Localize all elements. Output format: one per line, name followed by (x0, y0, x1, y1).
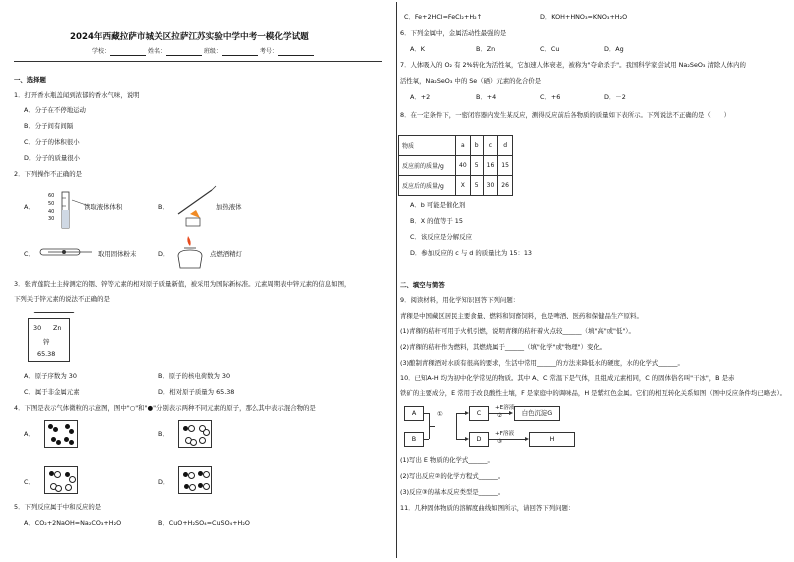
atomic-number: 30 (33, 324, 42, 332)
q3-stem-line2: 下列关于锌元素的说法不正确的是 (14, 295, 110, 303)
reaction-mark-3: ③ (497, 439, 503, 445)
school-label: 学校： (92, 48, 111, 55)
q7-stem-line1: 7．人体吸入的 O₂ 有 2%转化为活性氧，它加速人体衰老，被称为"夺命杀手"。我国科学家尝试用 Na₂SeO₃ 清除人体内的 (400, 61, 746, 69)
q4-option-c-label[interactable]: C． (24, 478, 35, 486)
q8-stem: 8．在一定条件下，一密闭容器内发生某反应，测得反应前后各物质的质量如下表所示。下列说法不正确的是（ ） (400, 111, 730, 119)
particle-box-c (44, 466, 78, 494)
q9-paragraph: 青稞是中国藏区居民主要食量、燃料和饲畜饲料，也是啤酒、医药和保健品生产原料。 (400, 312, 643, 320)
q2-option-a-label[interactable]: A． (24, 203, 35, 211)
alcohol-lamp-icon (172, 232, 208, 272)
q2-option-b-label[interactable]: B． (158, 203, 169, 211)
q9-sub1[interactable]: (1)青稞的秸秆可用于火机引燃，说明青稞的秸秆着火点较______（填"高"或"低"）。 (400, 327, 635, 335)
particle-box-a (44, 420, 78, 448)
student-info-line (92, 48, 314, 56)
q2-stem: 2．下列操作不正确的是 (14, 170, 82, 178)
q9-sub3[interactable]: (3)酿制青稞酒对水质有很高的要求，生活中常用______的方法来降低水的硬度，水的化学式______。 (400, 359, 684, 367)
q2-option-c-caption: 取用固体粉末 (98, 250, 137, 258)
school-blank[interactable] (110, 49, 146, 56)
powder-spatula-icon (38, 244, 94, 260)
q10-stem-line2: 铁矿的主要成分，E 常用于改良酸性土壤，F 是家庭中的调味品，H 是紫红色金属。它们的相互转化关系如图（图中反应条件均已略去）。 (400, 389, 787, 397)
q10-sub3[interactable]: (3)反应③的基本反应类型是______。 (400, 488, 505, 496)
section-heading-fill: 二、填空与简答 (400, 281, 445, 289)
element-name: 锌 (43, 338, 50, 346)
element-symbol: Zn (53, 324, 62, 332)
arrow-head-g (509, 411, 513, 415)
q11-stem: 11．几种固体物质的溶解度曲线如图所示，请回答下列问题： (400, 504, 575, 512)
q7-stem-line2: 活性氧，Na₂SeO₃ 中的 Se（硒）元素的化合价是 (400, 77, 542, 85)
q5-option-c[interactable]: C．Fe+2HCl=FeCl₂+H₂↑ (404, 13, 483, 21)
q1-stem: 1．打开香水瓶盖闻到浓郁的香水气味，说明 (14, 91, 140, 99)
q1-option-c[interactable]: C．分子的体积很小 (24, 138, 80, 146)
q5-option-b[interactable]: B．CuO+H₂SO₄=CuSO₄+H₂O (158, 519, 250, 527)
q7-option-b[interactable]: B．+4 (476, 93, 497, 101)
id-blank[interactable] (278, 49, 314, 56)
column-divider (396, 2, 397, 558)
q2-option-a-caption: 读取液体体积 (84, 203, 123, 211)
box-a: A (404, 406, 424, 421)
box-c: C (469, 406, 489, 421)
q3-option-a[interactable]: A．原子序数为 30 (24, 372, 77, 380)
q3-option-b[interactable]: B．原子的核电荷数为 30 (158, 372, 231, 380)
section-heading-choice: 一、选择题 (14, 76, 46, 84)
q6-option-b[interactable]: B．Zn (476, 45, 496, 53)
q8-option-d[interactable]: D．参加反应的 c 与 d 的质量比为 15：13 (410, 249, 532, 257)
q9-sub2[interactable]: (2)青稞的秸秆作为燃料，其燃烧属于______（填"化学"或"物理"）变化。 (400, 343, 607, 351)
box-g: 白色沉淀G (514, 406, 560, 421)
heating-test-tube-icon (172, 184, 218, 228)
title-rule (14, 61, 382, 62)
name-label: 姓名： (147, 48, 166, 55)
q4-stem: 4．下图是表示气体微粒的示意图，图中"○"和"●"分别表示两种不同元素的原子，那么其中表示混合物的是 (14, 404, 316, 412)
q2-option-c-label[interactable]: C． (24, 250, 35, 258)
arrow-c-to-g (488, 413, 510, 414)
q2-option-d-label[interactable]: D． (158, 250, 170, 258)
particle-box-d (178, 466, 212, 494)
box-b: B (404, 432, 424, 447)
reaction-mark-2: ② (497, 413, 503, 419)
particle-box-b (178, 420, 212, 448)
mass-table (398, 135, 513, 196)
q1-option-b[interactable]: B．分子间有间隔 (24, 122, 74, 130)
q4-option-a-label[interactable]: A． (24, 430, 35, 438)
q5-stem: 5．下列反应属于中和反应的是 (14, 503, 102, 511)
connector-mid (429, 426, 435, 427)
box-d: D (469, 432, 489, 447)
q10-sub1[interactable]: (1)写出 E 物质的化学式______。 (400, 456, 494, 464)
q2-option-b-caption: 加热液体 (216, 203, 242, 211)
q3-option-d[interactable]: D．相对原子质量为 65.38 (158, 388, 235, 396)
q8-option-a[interactable]: A．b 可能是催化剂 (410, 201, 466, 209)
q2-option-d-caption: 点燃酒精灯 (210, 250, 242, 258)
q5-option-a[interactable]: A．CO₂+2NaOH=Na₂CO₃+H₂O (24, 519, 122, 527)
q7-option-a[interactable]: A．+2 (410, 93, 431, 101)
id-label: 考号： (259, 48, 278, 55)
q10-sub2[interactable]: (2)写出反应②的化学方程式______。 (400, 472, 505, 480)
table-row: 反应后的质量/g X 5 30 26 (399, 176, 513, 196)
q8-option-b[interactable]: B．X 的值等于 15 (410, 217, 463, 225)
atomic-mass: 65.38 (37, 350, 56, 358)
branch-line (456, 413, 457, 439)
q7-option-c[interactable]: C．+6 (540, 93, 561, 101)
q1-option-a[interactable]: A．分子在不停地运动 (24, 106, 86, 114)
cell-depth-top (34, 312, 75, 313)
q9-stem: 9．阅读材料，用化学知识回答下列问题： (400, 296, 520, 304)
q7-option-d[interactable]: D．－2 (604, 93, 626, 101)
table-row: 反应前的质量/g 40 5 16 15 (399, 156, 513, 176)
q8-option-c[interactable]: C．该反应是分解反应 (410, 233, 472, 241)
q4-option-d-label[interactable]: D． (158, 478, 170, 486)
q6-option-c[interactable]: C．Cu (540, 45, 560, 53)
q1-option-d[interactable]: D．分子的质量很小 (24, 154, 81, 162)
arrow-d-to-h (488, 439, 526, 440)
periodic-table-cell (28, 318, 70, 362)
q10-stem-line1: 10．已知A-H 均为初中化学常见的物质。其中 A、C 常温下是气体，且组成元素相同，C 的固体俗名叫"干冰"，B 是赤 (400, 374, 735, 382)
table-row: 物质 a b c d (399, 136, 513, 156)
connector-b (423, 439, 429, 440)
reaction-mark-1: ① (437, 410, 443, 418)
q6-stem: 6．下列金属中，金属活动性最强的是 (400, 29, 507, 37)
box-h: H (529, 432, 575, 447)
q3-stem-line1: 3．张青莲院士主持测定的铟、锌等元素的相对原子质量新值，被采用为国际新标准。元素周期表中锌元素的信息如图， (14, 280, 351, 288)
reagent-f-label: +F溶液 (495, 431, 515, 437)
exam-title: 2024年西藏拉萨市城关区拉萨江苏实验中学中考一模化学试题 (70, 32, 309, 42)
name-blank[interactable] (166, 49, 202, 56)
q6-option-a[interactable]: A．K (410, 45, 425, 53)
q3-option-c[interactable]: C．属于非金属元素 (24, 388, 80, 396)
class-blank[interactable] (222, 49, 258, 56)
q5-option-d[interactable]: D．KOH+HNO₃=KNO₃+H₂O (540, 13, 628, 21)
cylinder-scale: 60 50 40 30 (48, 193, 55, 223)
q4-option-b-label[interactable]: B． (158, 430, 169, 438)
reagent-e-label: +E溶液 (495, 405, 515, 411)
class-label: 班级： (203, 48, 222, 55)
q6-option-d[interactable]: D．Ag (604, 45, 624, 53)
